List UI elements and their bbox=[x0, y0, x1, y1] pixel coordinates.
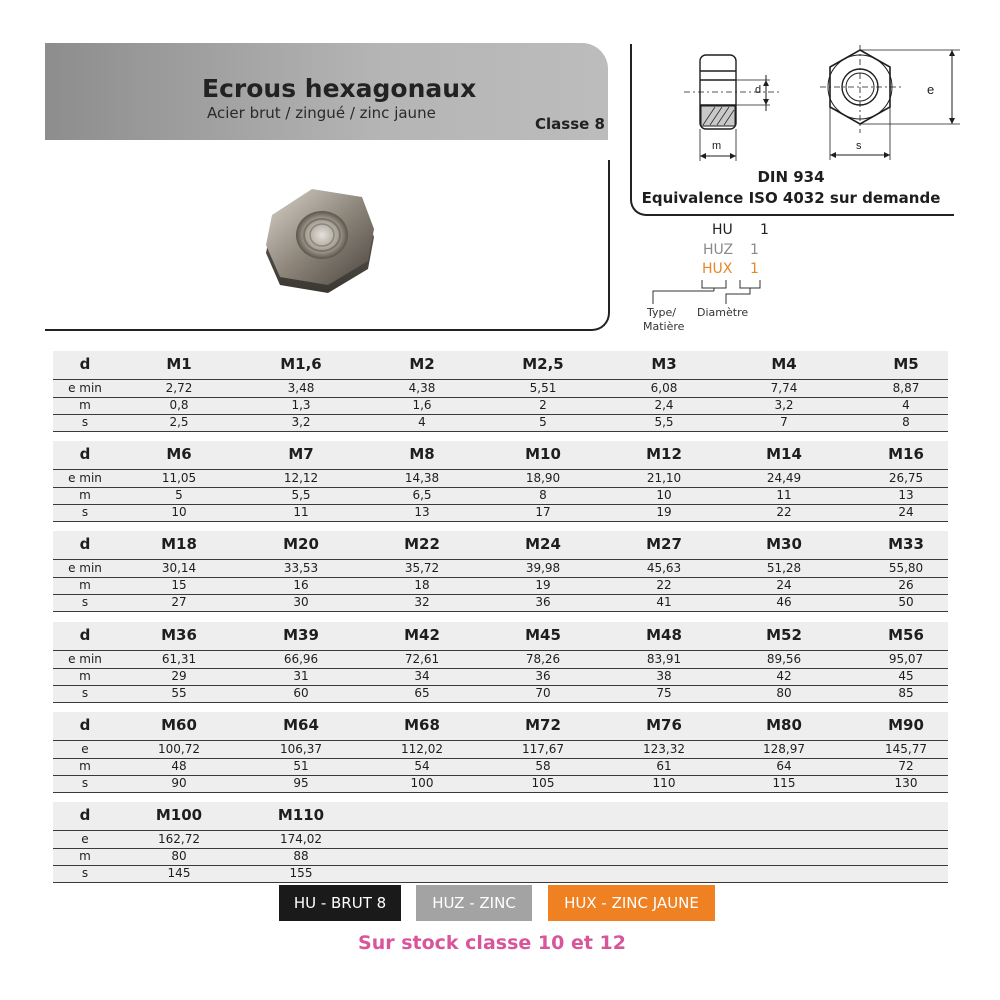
table-cell: 61 bbox=[656, 759, 672, 773]
size-header-cell: M16 bbox=[888, 445, 924, 463]
table-cell: 162,72 bbox=[158, 832, 200, 846]
table-cell: 5,5 bbox=[291, 488, 311, 502]
header-label-d: d bbox=[79, 535, 91, 553]
table-cell: 1,3 bbox=[291, 398, 311, 412]
table-cell: 8 bbox=[902, 415, 910, 429]
table-cell: 4 bbox=[902, 398, 910, 412]
table-cell: 48 bbox=[171, 759, 187, 773]
table-cell: 38 bbox=[656, 669, 672, 683]
size-header-cell: M1 bbox=[166, 355, 192, 373]
table-cell: 30,14 bbox=[161, 561, 197, 575]
row-label: s bbox=[81, 776, 89, 790]
table-cell: 58 bbox=[535, 759, 551, 773]
table-cell: 54 bbox=[414, 759, 430, 773]
row-divider bbox=[53, 521, 948, 522]
table-cell: 3,2 bbox=[774, 398, 794, 412]
table-cell: 36 bbox=[535, 595, 551, 609]
size-header-cell: M18 bbox=[161, 535, 197, 553]
table-cell: 3,2 bbox=[291, 415, 311, 429]
table-cell: 55 bbox=[171, 686, 187, 700]
row-divider bbox=[53, 650, 948, 651]
table-cell: 89,56 bbox=[766, 652, 802, 666]
equivalence-label: Equivalence ISO 4032 sur demande bbox=[641, 189, 941, 207]
table-cell: 41 bbox=[656, 595, 672, 609]
table-cell: 2 bbox=[539, 398, 547, 412]
row-label: e min bbox=[68, 561, 102, 575]
table-cell: 24 bbox=[776, 578, 792, 592]
size-header-cell: M5 bbox=[893, 355, 919, 373]
table-cell: 39,98 bbox=[525, 561, 561, 575]
table-cell: 155 bbox=[289, 866, 313, 880]
table-cell: 174,02 bbox=[280, 832, 322, 846]
drawing-label-e: e bbox=[927, 82, 935, 97]
table-row bbox=[53, 865, 948, 882]
code-hux bbox=[702, 261, 759, 277]
size-header-cell: M30 bbox=[766, 535, 802, 553]
table-cell: 72,61 bbox=[404, 652, 440, 666]
legend-material-label: Matière bbox=[643, 320, 685, 333]
table-cell: 19 bbox=[656, 505, 672, 519]
table-cell: 31 bbox=[293, 669, 309, 683]
table-cell: 85 bbox=[898, 686, 914, 700]
header-label-d: d bbox=[79, 445, 91, 463]
table-cell: 5 bbox=[175, 488, 183, 502]
table-cell: 3,48 bbox=[287, 381, 315, 395]
table-cell: 11,05 bbox=[161, 471, 197, 485]
row-label: e bbox=[81, 742, 89, 756]
table-cell: 145,77 bbox=[885, 742, 927, 756]
header-label-d: d bbox=[79, 716, 91, 734]
page-subtitle: Acier brut / zingué / zinc jaune bbox=[207, 104, 436, 122]
technical-drawing bbox=[670, 45, 965, 175]
table-cell: 2,5 bbox=[169, 415, 189, 429]
table-cell: 7 bbox=[780, 415, 788, 429]
row-divider bbox=[53, 379, 948, 380]
table-cell: 130 bbox=[894, 776, 918, 790]
table-header-row bbox=[53, 714, 948, 736]
size-header-cell: M3 bbox=[651, 355, 677, 373]
table-cell: 36 bbox=[535, 669, 551, 683]
table-cell: 11 bbox=[293, 505, 309, 519]
size-header-cell: M60 bbox=[161, 716, 197, 734]
size-header-cell: M100 bbox=[155, 806, 203, 824]
legend-type-label: Type/ bbox=[647, 306, 676, 319]
table-row bbox=[53, 397, 948, 414]
table-cell: 27 bbox=[171, 595, 187, 609]
table-header-row bbox=[53, 624, 948, 646]
table-cell: 29 bbox=[171, 669, 187, 683]
table-cell: 110 bbox=[652, 776, 676, 790]
table-cell: 95,07 bbox=[888, 652, 924, 666]
table-row bbox=[53, 831, 948, 848]
table-cell: 7,74 bbox=[770, 381, 798, 395]
table-cell: 105 bbox=[531, 776, 555, 790]
code-number: 1 bbox=[750, 261, 759, 277]
row-divider bbox=[53, 431, 948, 432]
table-row bbox=[53, 594, 948, 611]
table-header-row bbox=[53, 533, 948, 555]
size-header-cell: M72 bbox=[525, 716, 561, 734]
table-row bbox=[53, 470, 948, 487]
table-row bbox=[53, 685, 948, 702]
table-cell: 16 bbox=[293, 578, 309, 592]
table-cell: 5 bbox=[539, 415, 547, 429]
row-divider bbox=[53, 792, 948, 793]
size-header-cell: M8 bbox=[409, 445, 435, 463]
table-cell: 2,72 bbox=[165, 381, 193, 395]
table-cell: 45,63 bbox=[646, 561, 682, 575]
row-label: m bbox=[79, 398, 91, 412]
row-label: e bbox=[81, 832, 89, 846]
table-cell: 72 bbox=[898, 759, 914, 773]
standard-label: DIN 934 bbox=[757, 168, 825, 186]
table-cell: 66,96 bbox=[283, 652, 319, 666]
table-header-row bbox=[53, 443, 948, 465]
row-label: m bbox=[79, 669, 91, 683]
dimension-table bbox=[53, 802, 948, 882]
table-row bbox=[53, 414, 948, 431]
table-cell: 51,28 bbox=[766, 561, 802, 575]
table-cell: 32 bbox=[414, 595, 430, 609]
table-row bbox=[53, 504, 948, 521]
table-cell: 22 bbox=[776, 505, 792, 519]
table-cell: 112,02 bbox=[401, 742, 443, 756]
table-cell: 4,38 bbox=[408, 381, 436, 395]
size-header-cell: M2,5 bbox=[522, 355, 564, 373]
dimension-table bbox=[53, 622, 948, 702]
table-row bbox=[53, 758, 948, 775]
table-cell: 90 bbox=[171, 776, 187, 790]
table-cell: 6,08 bbox=[650, 381, 678, 395]
row-divider bbox=[53, 830, 948, 831]
table-cell: 80 bbox=[776, 686, 792, 700]
table-cell: 100,72 bbox=[158, 742, 200, 756]
page-title: Ecrous hexagonaux bbox=[202, 74, 477, 103]
table-cell: 11 bbox=[776, 488, 792, 502]
code-number: 1 bbox=[760, 222, 769, 238]
table-cell: 13 bbox=[898, 488, 914, 502]
drawing-label-s: s bbox=[856, 140, 862, 152]
code-prefix: HUZ bbox=[703, 242, 734, 258]
size-header-cell: M64 bbox=[283, 716, 319, 734]
table-row bbox=[53, 487, 948, 504]
table-cell: 51 bbox=[293, 759, 309, 773]
header-label-d: d bbox=[79, 355, 91, 373]
size-header-cell: M39 bbox=[283, 626, 319, 644]
row-label: s bbox=[81, 686, 89, 700]
row-divider bbox=[53, 469, 948, 470]
table-cell: 24,49 bbox=[766, 471, 802, 485]
row-divider bbox=[53, 559, 948, 560]
table-header-row bbox=[53, 804, 948, 826]
table-cell: 50 bbox=[898, 595, 914, 609]
dimension-table bbox=[53, 712, 948, 792]
table-cell: 128,97 bbox=[763, 742, 805, 756]
table-cell: 34 bbox=[414, 669, 430, 683]
row-label: m bbox=[79, 759, 91, 773]
table-cell: 0,8 bbox=[169, 398, 189, 412]
size-header-cell: M7 bbox=[288, 445, 314, 463]
table-cell: 1,6 bbox=[412, 398, 432, 412]
code-number: 1 bbox=[750, 242, 759, 258]
code-huz bbox=[703, 242, 759, 258]
size-header-cell: M45 bbox=[525, 626, 561, 644]
table-cell: 60 bbox=[293, 686, 309, 700]
size-header-cell: M10 bbox=[525, 445, 561, 463]
dimension-table bbox=[53, 531, 948, 611]
header-label-d: d bbox=[79, 626, 91, 644]
table-cell: 15 bbox=[171, 578, 187, 592]
table-cell: 18 bbox=[414, 578, 430, 592]
row-label: s bbox=[81, 595, 89, 609]
table-row bbox=[53, 577, 948, 594]
table-cell: 115 bbox=[772, 776, 796, 790]
badge-hux-zinc-jaune: HUX - ZINC JAUNE bbox=[548, 885, 715, 921]
size-header-cell: M42 bbox=[404, 626, 440, 644]
table-cell: 35,72 bbox=[404, 561, 440, 575]
badge-hu-brut: HU - BRUT 8 bbox=[279, 885, 401, 921]
code-prefix: HUX bbox=[702, 261, 733, 277]
size-header-cell: M52 bbox=[766, 626, 802, 644]
table-cell: 64 bbox=[776, 759, 792, 773]
table-cell: 22 bbox=[656, 578, 672, 592]
stock-note: Sur stock classe 10 et 12 bbox=[358, 932, 626, 954]
size-header-cell: M33 bbox=[888, 535, 924, 553]
table-row bbox=[53, 741, 948, 758]
table-cell: 17 bbox=[535, 505, 551, 519]
table-cell: 5,51 bbox=[529, 381, 557, 395]
table-cell: 30 bbox=[293, 595, 309, 609]
table-cell: 78,26 bbox=[525, 652, 561, 666]
class-label: Classe 8 bbox=[535, 115, 605, 133]
code-hu bbox=[712, 222, 769, 238]
row-divider bbox=[53, 882, 948, 883]
table-cell: 42 bbox=[776, 669, 792, 683]
dimension-table bbox=[53, 351, 948, 431]
size-header-cell: M56 bbox=[888, 626, 924, 644]
size-header-cell: M2 bbox=[409, 355, 435, 373]
table-row bbox=[53, 848, 948, 865]
code-prefix: HU bbox=[712, 222, 733, 238]
table-cell: 12,12 bbox=[283, 471, 319, 485]
table-header-row bbox=[53, 353, 948, 375]
drawing-label-m: m bbox=[712, 140, 722, 152]
table-cell: 18,90 bbox=[525, 471, 561, 485]
size-header-cell: M27 bbox=[646, 535, 682, 553]
table-cell: 100 bbox=[410, 776, 434, 790]
row-divider bbox=[53, 740, 948, 741]
header-label-d: d bbox=[79, 806, 91, 824]
legend-diameter-label: Diamètre bbox=[697, 306, 749, 319]
table-cell: 19 bbox=[535, 578, 551, 592]
size-header-cell: M20 bbox=[283, 535, 319, 553]
table-cell: 5,5 bbox=[654, 415, 674, 429]
table-cell: 55,80 bbox=[888, 561, 924, 575]
row-label: s bbox=[81, 415, 89, 429]
table-cell: 75 bbox=[656, 686, 672, 700]
size-header-cell: M36 bbox=[161, 626, 197, 644]
size-header-cell: M80 bbox=[766, 716, 802, 734]
table-row bbox=[53, 651, 948, 668]
table-cell: 26,75 bbox=[888, 471, 924, 485]
size-header-cell: M76 bbox=[646, 716, 682, 734]
table-cell: 4 bbox=[418, 415, 426, 429]
size-header-cell: M6 bbox=[166, 445, 192, 463]
table-cell: 61,31 bbox=[161, 652, 197, 666]
table-cell: 21,10 bbox=[646, 471, 682, 485]
size-header-cell: M12 bbox=[646, 445, 682, 463]
row-label: m bbox=[79, 578, 91, 592]
size-header-cell: M68 bbox=[404, 716, 440, 734]
size-header-cell: M1,6 bbox=[280, 355, 322, 373]
row-label: m bbox=[79, 488, 91, 502]
table-row bbox=[53, 380, 948, 397]
table-cell: 123,32 bbox=[643, 742, 685, 756]
table-row bbox=[53, 668, 948, 685]
row-label: e min bbox=[68, 652, 102, 666]
size-header-cell: M22 bbox=[404, 535, 440, 553]
row-divider bbox=[53, 611, 948, 612]
table-cell: 14,38 bbox=[404, 471, 440, 485]
row-label: m bbox=[79, 849, 91, 863]
table-cell: 70 bbox=[535, 686, 551, 700]
drawing-label-d: d bbox=[755, 84, 762, 96]
table-cell: 95 bbox=[293, 776, 309, 790]
table-cell: 65 bbox=[414, 686, 430, 700]
row-divider bbox=[53, 702, 948, 703]
table-cell: 10 bbox=[171, 505, 187, 519]
table-cell: 88 bbox=[293, 849, 309, 863]
size-header-cell: M90 bbox=[888, 716, 924, 734]
size-header-cell: M24 bbox=[525, 535, 561, 553]
table-cell: 46 bbox=[776, 595, 792, 609]
table-row bbox=[53, 560, 948, 577]
table-cell: 24 bbox=[898, 505, 914, 519]
table-cell: 8,87 bbox=[892, 381, 920, 395]
table-cell: 26 bbox=[898, 578, 914, 592]
badge-huz-zinc: HUZ - ZINC bbox=[416, 885, 532, 921]
table-cell: 10 bbox=[656, 488, 672, 502]
table-cell: 83,91 bbox=[646, 652, 682, 666]
table-cell: 6,5 bbox=[412, 488, 432, 502]
table-cell: 106,37 bbox=[280, 742, 322, 756]
table-cell: 13 bbox=[414, 505, 430, 519]
dimension-table bbox=[53, 441, 948, 521]
table-cell: 45 bbox=[898, 669, 914, 683]
table-cell: 145 bbox=[167, 866, 191, 880]
row-label: s bbox=[81, 505, 89, 519]
size-header-cell: M110 bbox=[277, 806, 325, 824]
table-cell: 80 bbox=[171, 849, 187, 863]
size-header-cell: M48 bbox=[646, 626, 682, 644]
row-label: e min bbox=[68, 471, 102, 485]
table-cell: 8 bbox=[539, 488, 547, 502]
table-row bbox=[53, 775, 948, 792]
hex-nut-photo bbox=[250, 175, 390, 315]
size-header-cell: M4 bbox=[771, 355, 797, 373]
row-label: e min bbox=[68, 381, 102, 395]
table-cell: 2,4 bbox=[654, 398, 674, 412]
row-label: s bbox=[81, 866, 89, 880]
table-cell: 117,67 bbox=[522, 742, 564, 756]
table-cell: 33,53 bbox=[283, 561, 319, 575]
size-header-cell: M14 bbox=[766, 445, 802, 463]
